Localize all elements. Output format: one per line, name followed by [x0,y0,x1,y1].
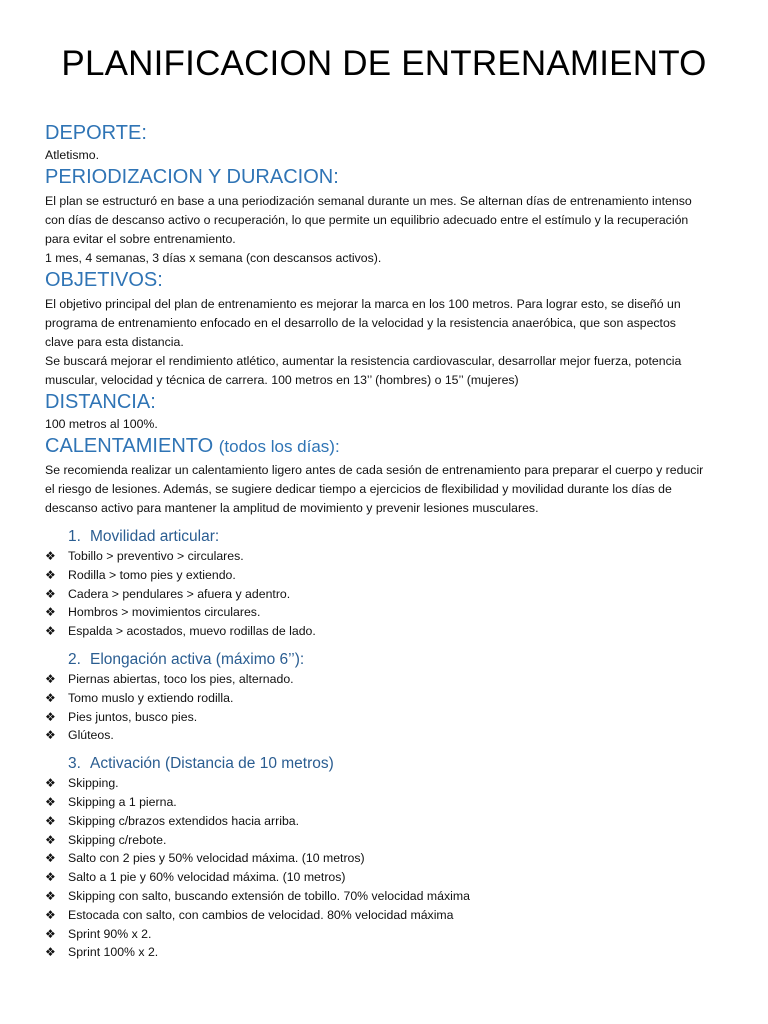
diamond-bullet-icon: ❖ [45,567,56,582]
diamond-bullet-icon: ❖ [45,709,56,724]
diamond-bullet-icon: ❖ [45,776,56,791]
calentamiento-line-2: el riesgo de lesiones. Además, se sugiere dedicar tiempo a ejercicios de flexibilidad y movilidad durante los días de [45,482,672,496]
list-item-text: Tobillo > preventivo > circulares. [68,549,244,563]
list-item [45,566,725,585]
objetivos-line-5: muscular, velocidad y técnica de carrera. 100 metros en 13’’ (hombres) o 15’’ (mujeres) [45,373,519,387]
list-item-text: Sprint 90% x 2. [68,926,152,941]
diamond-bullet-icon: ❖ [45,888,56,903]
list-item-text: Rodilla > tomo pies y extiendo. [68,567,236,582]
list-item-text: Estocada con salto, con cambios de velocidad. 80% velocidad máxima [68,907,454,922]
objetivos-line-2: programa de entrenamiento enfocado en el desarrollo de la velocidad y la resistencia anaeróbica, que son aspectos [45,316,676,330]
periodizacion-line-3: para evitar el sobre entrenamiento. [45,232,236,246]
list-item [45,689,725,708]
calentamiento-title: CALENTAMIENTO [45,435,214,457]
list-item-text: Skipping. [68,776,119,791]
diamond-bullet-icon: ❖ [45,926,56,941]
heading-calentamiento [45,434,725,459]
subsection-number: 3. [68,755,81,773]
list-item [45,774,725,793]
list-item-text: Salto a 1 pie y 60% velocidad máxima. (10 metros) [68,870,346,885]
subsection-number: 2. [68,650,81,668]
list-item [45,906,725,925]
list-item [45,868,725,887]
calentamiento-line-1: Se recomienda realizar un calentamiento ligero antes de cada sesión de entrenamiento para preparar el cuerpo y reducir [45,463,704,477]
subsection-number: 1. [68,528,81,545]
document-body [45,121,725,962]
page-title: PLANIFICACION DE ENTRENAMIENTO [61,44,707,83]
diamond-bullet-icon: ❖ [45,945,56,960]
heading-distancia: DISTANCIA: [45,391,156,413]
list-item [45,585,725,604]
periodizacion-line-1: El plan se estructuró en base a una periodización semanal durante un mes. Se alternan días de entrenamiento intenso [45,194,692,208]
list-item [45,622,725,641]
list-item [45,793,725,812]
diamond-bullet-icon: ❖ [45,690,56,705]
list-item [45,670,725,689]
diamond-bullet-icon: ❖ [45,624,56,639]
diamond-bullet-icon: ❖ [45,671,56,686]
objetivos-line-1: El objetivo principal del plan de entrenamiento es mejorar la marca en los 100 metros. Para lograr esto, se diseñó un [45,297,681,311]
list-item-text: Pies juntos, busco pies. [68,709,198,724]
list-item-text: Skipping a 1 pierna. [68,794,177,809]
diamond-bullet-icon: ❖ [45,728,56,743]
diamond-bullet-icon: ❖ [45,605,56,620]
heading-periodizacion: PERIODIZACION Y DURACION: [45,166,339,188]
distancia-text: 100 metros al 100%. [45,417,158,431]
list-item-text: Skipping con salto, buscando extensión de tobillo. 70% velocidad máxima [68,888,470,903]
subsection-heading [45,650,725,670]
list-item-text: Tomo muslo y extiendo rodilla. [68,690,234,705]
list-item-text: Glúteos. [68,728,114,743]
heading-deporte: DEPORTE: [45,122,147,144]
warmup-subsections [45,527,725,962]
subsection-heading [45,527,725,547]
bullet-list [45,547,725,641]
list-item-text: Cadera > pendulares > afuera y adentro. [68,586,291,601]
diamond-bullet-icon: ❖ [45,870,56,885]
list-item [45,943,725,962]
list-item-text: Skipping c/brazos extendidos hacia arriba. [68,813,300,828]
list-item [45,831,725,850]
objetivos-line-4: Se buscará mejorar el rendimiento atlético, aumentar la resistencia cardiovascular, desarrollar mejor fuerza, potencia [45,354,682,368]
list-item [45,547,725,566]
list-item-text: Espalda > acostados, muevo rodillas de lado. [68,624,316,639]
list-item-text: Piernas abiertas, toco los pies, alternado. [68,671,294,686]
list-item [45,849,725,868]
diamond-bullet-icon: ❖ [45,851,56,866]
list-item-text: Hombros > movimientos circulares. [68,605,261,620]
list-item [45,925,725,944]
diamond-bullet-icon: ❖ [45,549,56,563]
subsection-title: Activación (Distancia de 10 metros) [90,755,334,773]
bullet-list [45,670,725,745]
diamond-bullet-icon: ❖ [45,813,56,828]
subsection-heading [45,754,725,774]
diamond-bullet-icon: ❖ [45,794,56,809]
calentamiento-subtitle: (todos los días): [218,437,340,456]
subsection-title: Movilidad articular: [90,528,220,545]
periodizacion-line-2: con días de descanso activo o recuperación, lo que permite un equilibrio adecuado entre el estímulo y la recuperación [45,213,689,227]
list-item [45,887,725,906]
list-item [45,603,725,622]
list-item-text: Salto con 2 pies y 50% velocidad máxima. (10 metros) [68,851,365,866]
diamond-bullet-icon: ❖ [45,832,56,847]
list-item [45,708,725,727]
bullet-list [45,774,725,962]
periodizacion-line-4: 1 mes, 4 semanas, 3 días x semana (con descansos activos). [45,251,382,265]
list-item-text: Skipping c/rebote. [68,832,167,847]
subsection-title: Elongación activa (máximo 6’’): [90,650,305,668]
list-item [45,726,725,745]
diamond-bullet-icon: ❖ [45,586,56,601]
list-item [45,812,725,831]
calentamiento-line-3: descanso activo para mantener la amplitud de movimiento y prevenir lesiones musculares. [45,501,539,515]
heading-objetivos: OBJETIVOS: [45,269,163,291]
list-item-text: Sprint 100% x 2. [68,945,159,960]
objetivos-line-3: clave para esta distancia. [45,335,184,349]
diamond-bullet-icon: ❖ [45,907,56,922]
deporte-text: Atletismo. [45,148,99,162]
